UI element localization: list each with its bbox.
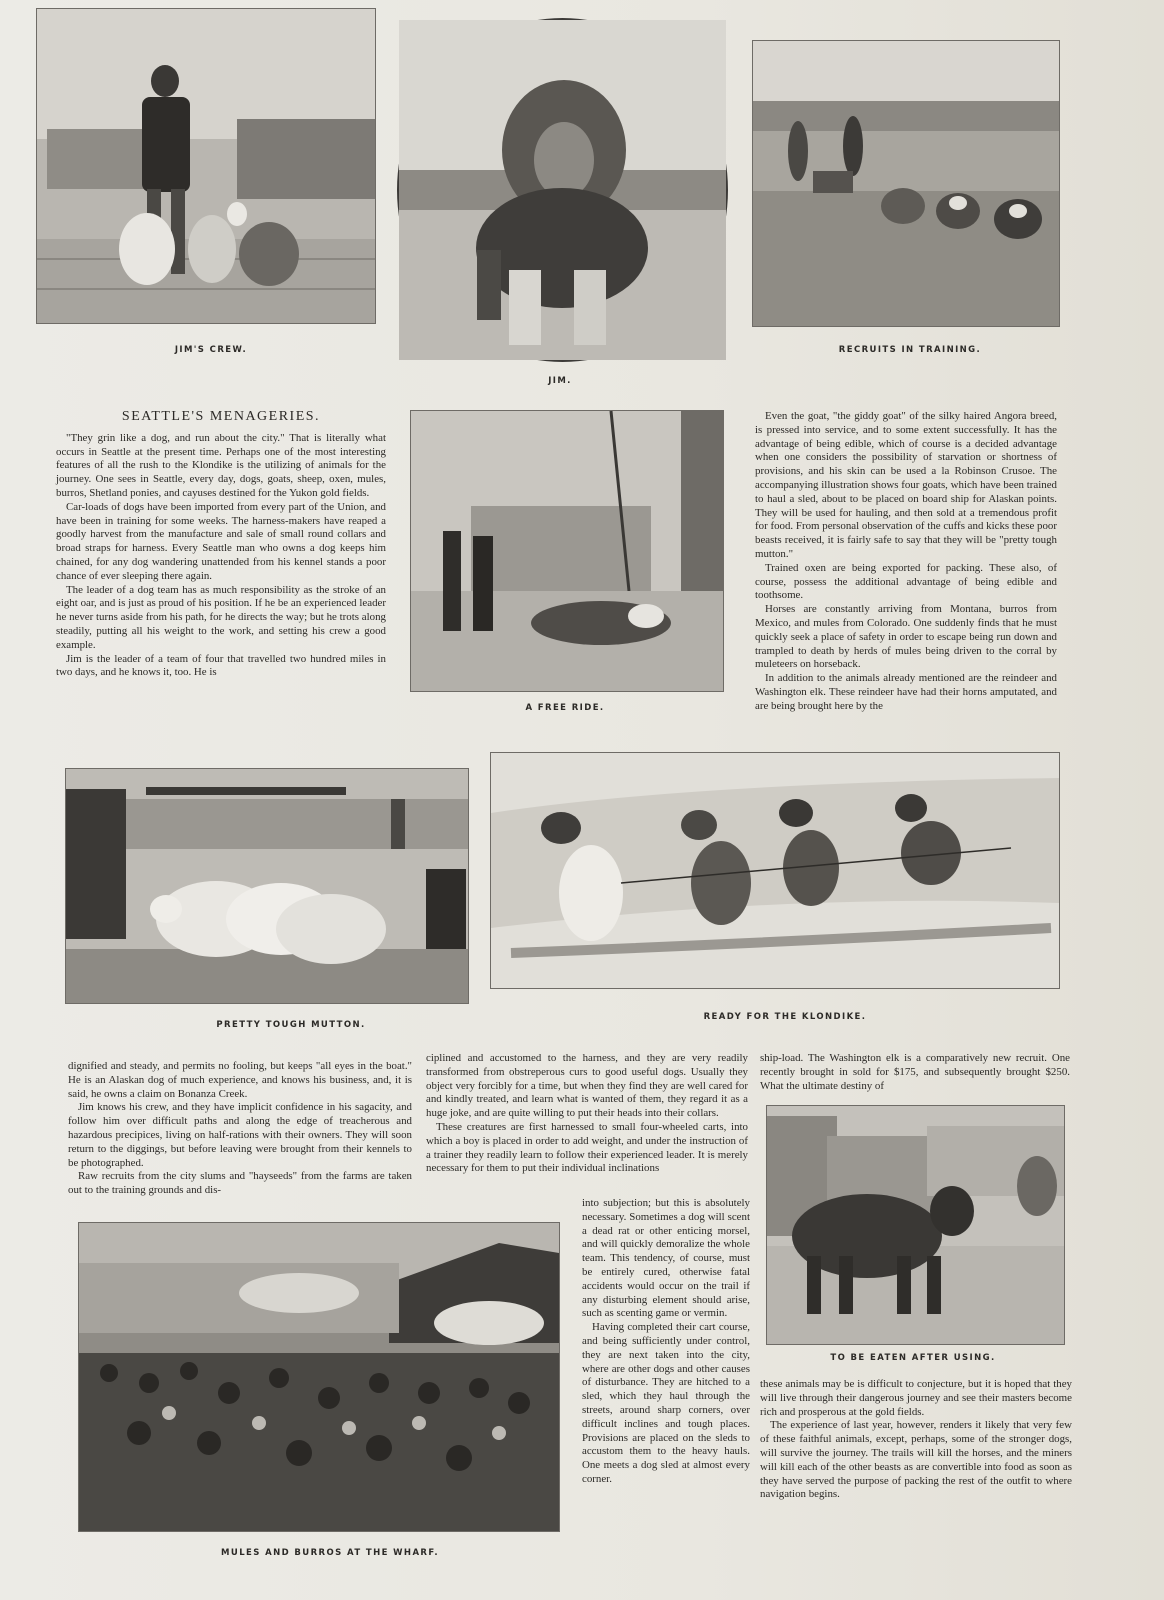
article-bottom-column-3 bbox=[760, 1052, 1070, 1098]
article-paragraph: Having completed their cart course, and being sufficiently under control, they are next taken into the city, where are other dogs and other causes of disturbance. They are hitched to a sled, which they haul through the streets, around sharp corners, over difficult inclines and tough places. Provisions are placed on the sleds to accustom them to the heavy hauls. One meets a dog sled at almost every corner. bbox=[582, 1321, 750, 1485]
article-bottom-column-2-narrow bbox=[582, 1197, 750, 1589]
caption-jims-crew: JIM'S CREW. bbox=[174, 345, 248, 355]
caption-jim: JIM. bbox=[548, 376, 572, 386]
article-paragraph: ciplined and accustomed to the harness, and they are very readily transformed from obstreperous curs to good useful dogs. Usually they object very forcibly for a time, but when they find they are well cared for and kindly treated, and learn what is wanted of them, they regard it as a huge joke, and are quite willing to put their heads into their collars. bbox=[426, 1052, 748, 1120]
photo-recruits-in-training bbox=[752, 40, 1060, 327]
photo-ready-for-the-klondike bbox=[490, 752, 1060, 989]
photo-mules-and-burros-at-the-wharf bbox=[78, 1222, 560, 1532]
caption-a-free-ride: A FREE RIDE. bbox=[525, 703, 605, 713]
caption-mules-and-burros-at-the-wharf: MULES AND BURROS AT THE WHARF. bbox=[221, 1548, 439, 1558]
article-column-3 bbox=[755, 410, 1057, 734]
article-paragraph: into subjection; but this is absolutely necessary. Sometimes a dog will scent a dead rat or other enticing morsel, and will quickly demoralize the whole team. This tendency, of course, must be entirely cured, otherwise fatal accidents would occur on the trail if any disturbing element should arise, such as scenting game or vermin. bbox=[582, 1197, 750, 1320]
photo-a-free-ride bbox=[410, 410, 724, 692]
article-paragraph: Jim is the leader of a team of four that travelled two hundred miles in two days, and he knows it, too. He is bbox=[56, 652, 386, 679]
article-column-1 bbox=[56, 409, 386, 679]
article-paragraph: dignified and steady, and permits no fooling, but keeps "all eyes in the boat." He is an Alaskan dog of much experience, and knows his business, and, it is said, he owns a claim on Bonanza Creek. bbox=[68, 1060, 412, 1100]
article-bottom-column-1 bbox=[68, 1060, 412, 1206]
article-title: SEATTLE'S MENAGERIES. bbox=[121, 409, 321, 424]
photo-pretty-tough-mutton bbox=[65, 768, 469, 1004]
article-paragraph: these animals may be is difficult to conjecture, but it is hoped that they will live through their dangerous journey and see their masters become rich and prosperous at the gold fields. bbox=[760, 1378, 1072, 1418]
article-paragraph: Jim knows his crew, and they have implicit confidence in his sagacity, and follow him over difficult paths and along the edge of treacherous and hazardous precipices, living on half-rations with their owners. They will soon return to the diggings, but before leaving were brought from their kennels to be photographed. bbox=[68, 1101, 412, 1169]
article-bottom-column-3b bbox=[760, 1378, 1072, 1528]
caption-pretty-tough-mutton: PRETTY TOUGH MUTTON. bbox=[216, 1020, 366, 1030]
photo-jims-crew bbox=[36, 8, 376, 324]
caption-to-be-eaten-after-using: TO BE EATEN AFTER USING. bbox=[830, 1353, 996, 1363]
article-paragraph: These creatures are first harnessed to small four-wheeled carts, into which a boy is placed in order to add weight, and under the instruction of a trainer they readily learn to follow their experienced leader. It is merely necessary for them to put their individual inclinations bbox=[426, 1120, 748, 1175]
article-paragraph: Car-loads of dogs have been imported from every part of the Union, and have been in training for some weeks. The harness-makers have reaped a goodly harvest from the manufacture and sale of small round collars and broad straps for harness. Every Seattle man who owns a dog keeps him chained, for any dog wandering unattended from his kennel stands a poor chance of ever sleeping there again. bbox=[56, 500, 386, 582]
article-paragraph: Horses are constantly arriving from Montana, burros from Mexico, and mules from Colorado. One suddenly finds that he must quickly seek a place of safety in order to escape being run down and trampled to death by herds of mules being driven to the corral by muleteers on horseback. bbox=[755, 603, 1057, 671]
article-bottom-column-2 bbox=[426, 1052, 748, 1197]
photo-jim bbox=[397, 18, 728, 362]
article-paragraph: Even the goat, "the giddy goat" of the silky haired Angora breed, is pressed into service, and to some extent successfully. It has the advantage of being edible, which of course is a decided advantage when one considers the possibility of starvation or shortness of provisions, and his skin can be used a la Robinson Crusoe. The accompanying illustration shows four goats, which have been trained to haul a sled, about to be placed on board ship for Alaskan points. They will be used for hauling, and then sold at a tremendous profit for food. From personal observation of the cuffs and kicks these poor beasts received, it is fairly safe to say that they will be "pretty tough mutton." bbox=[755, 410, 1057, 560]
article-paragraph: "They grin like a dog, and run about the city." That is literally what occurs in Seattle at the present time. Perhaps one of the most interesting features of all the rush to the Klondike is the utilizing of animals for the journey. One sees in Seattle, every day, dogs, goats, sheep, oxen, mules, burros, Shetland ponies, and cayuses destined for the Yukon gold fields. bbox=[56, 431, 386, 499]
article-paragraph: The experience of last year, however, renders it likely that very few of these faithful animals, except, perhaps, some of the stronger dogs, will survive the journey. The trails will kill the horses, and the miners will kill each of the other beasts as are convertible into food as soon as they have served the purpose of packing the rest of the outfit to where navigation begins. bbox=[760, 1419, 1072, 1501]
caption-recruits-in-training: RECRUITS IN TRAINING. bbox=[838, 345, 982, 355]
article-paragraph: In addition to the animals already mentioned are the reindeer and Washington elk. These reindeer have had their horns amputated, and are being brought here by the bbox=[755, 672, 1057, 712]
article-paragraph: Trained oxen are being exported for packing. These also, of course, possess the additional advantage of being edible and toothsome. bbox=[755, 561, 1057, 602]
caption-ready-for-the-klondike: READY FOR THE KLONDIKE. bbox=[703, 1012, 867, 1022]
article-paragraph: The leader of a dog team has as much responsibility as the stroke of an eight oar, and is just as proud of his position. If he be an experienced leader he never turns aside from his path, for he directs the way; but he trots along steadily, putting all his weight to the work, and setting his crew a good example. bbox=[56, 583, 386, 651]
article-paragraph: ship-load. The Washington elk is a comparatively new recruit. One recently brought in sold for $175, and subsequently brought $250. What the ultimate destiny of bbox=[760, 1052, 1070, 1092]
photo-to-be-eaten-after-using bbox=[766, 1105, 1065, 1345]
article-paragraph: Raw recruits from the city slums and "hayseeds" from the farms are taken out to the training grounds and dis- bbox=[68, 1170, 412, 1197]
